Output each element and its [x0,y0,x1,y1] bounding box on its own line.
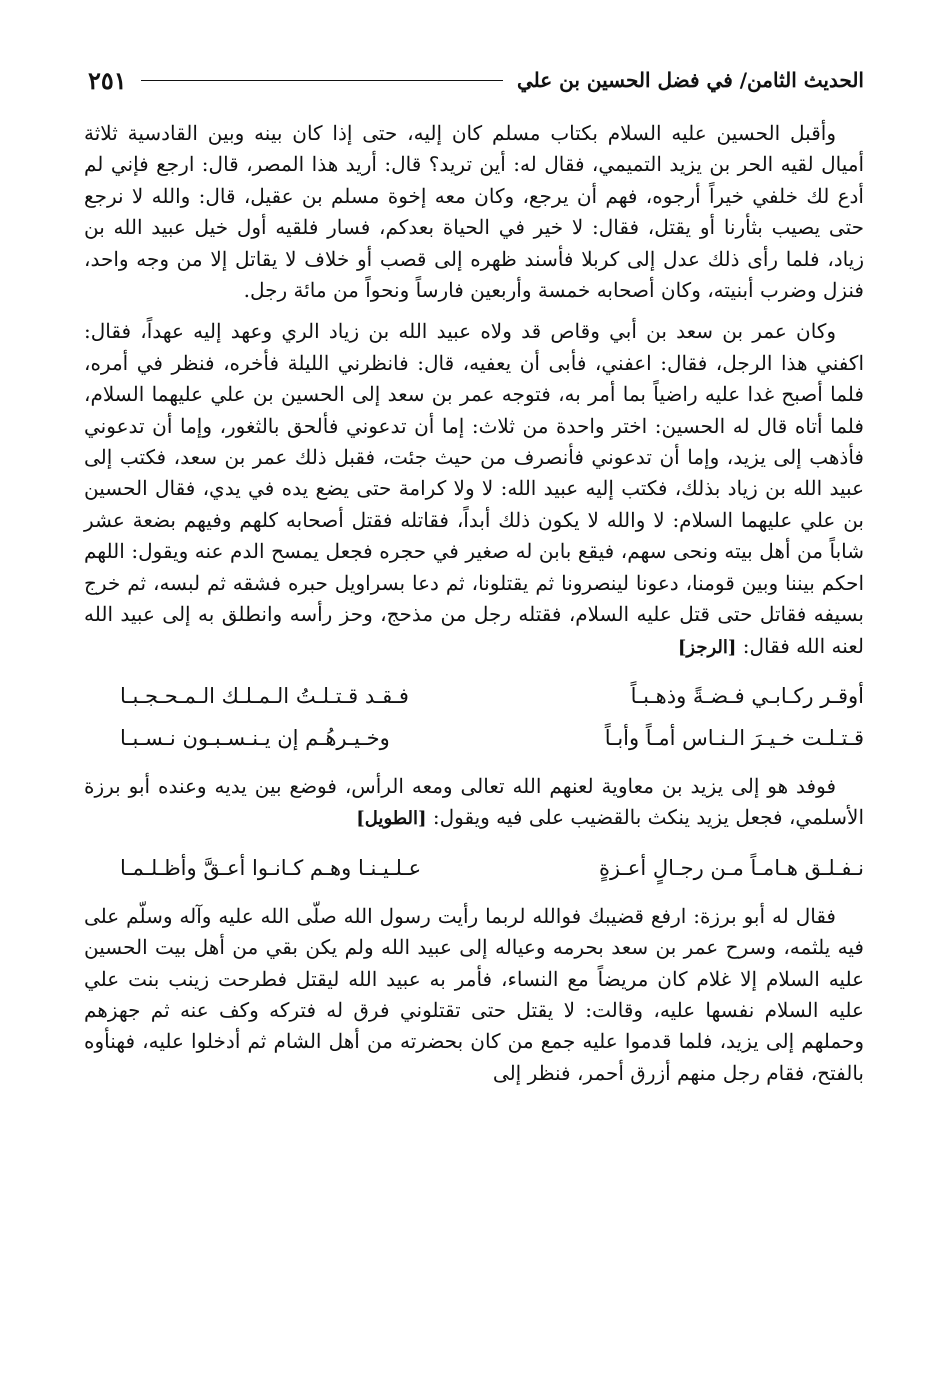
page-content [84,118,864,1099]
paragraph-2-text: وكان عمر بن سعد بن أبي وقاص قد ولاه عبيد الله بن زياد الري وعهد إليه عهداً، فقال: اكفني هذا الرجل، فقال: اعفني، فأبى أن يعفيه، قال: فانظرني الليلة فأخره، فنظر في أمره، فلما أصبح غدا عليه راضياً بما أمر به، فتوجه عمر بن سعد إلى الحسين بن علي عليهما السلام، فلما أتاه قال له الحسين: اختر واحدة من ثلاث: إما أن تدعوني فألحق بالثغور، وإما أن تدعوني فأذهب إلى يزيد، وإما أن تدعوني فأنصرف من حيث جئت، فقبل ذلك عمر بن سعد، فكتب إلى عبيد الله بن زياد بذلك، فكتب إليه عبيد الله: لا ولا كرامة حتى يضع يده في يدي، فقال الحسين بن علي عليهما السلام: لا والله لا يكون ذلك أبداً، فقاتله فقتل أصحابه كلهم وفيهم بضعة عشر شاباً من أهل بيته ونحى سهم، فيقع بابن له صغير في حجره فجعل يمسح الدم عنه ويقول: اللهم احكم بيننا وبين قومنا، دعونا لينصرونا ثم يقتلونا، ثم دعا بسراويل حبره فشقه ثم لبسه، ثم خرج بسيفه فقاتل حتى قتل عليه السلام، فقتله رجل من مذحج، وحز رأسه وانطلق به إلى عبيد الله لعنه الله فقال: [84,319,864,658]
meter-tag-rajaz: [الرجز] [677,636,737,658]
meter-tag-tawil: [الطويل] [356,808,427,830]
header-rule [141,80,503,81]
verse-1-hemistich-2: فـقـد قـتـلـتُ الـمـلـك الـمـحـجـبـا [120,683,409,708]
paragraph-3-text: فوفد هو إلى يزيد بن معاوية لعنهم الله تعالى ومعه الرأس، فوضع بين يديه وعنده أبو برزة الأسلمي، فجعل يزيد ينكث بالقضيب على فيه ويقول: [84,773,864,830]
poem-rajaz [84,675,864,759]
verse-2-hemistich-2: وخـيـرهُـم إن يـنـسـبـون نـسـبـا [120,725,390,750]
verse-line-2 [84,717,864,759]
page-number: ٢٥١ [88,65,127,95]
running-header [88,62,864,98]
paragraph-2 [84,316,864,662]
verse-line-1 [84,675,864,717]
verse-line-3 [84,847,864,889]
verse-1-hemistich-1: أوقـر ركـابـي فـضـةً وذهـبـاً [630,683,864,708]
verse-3-hemistich-1: نـفـلـق هـامـاً مـن رجـالٍ أعـزةٍ [599,855,864,880]
verse-2-hemistich-1: قـتـلـت خـيـرَ الـنـاس أمـاً وأبـاً [604,725,864,750]
poem-tawil [84,847,864,889]
paragraph-3 [84,771,864,835]
paragraph-4: فقال له أبو برزة: ارفع قضيبك فوالله لربما رأيت رسول الله صلّى الله عليه وآله وسلّم على فيه يلثمه، وسرح عمر بن سعد بحرمه وعياله إلى عبيد الله ولم يكن بقي من أهل بيت الحسين عليه السلام إلا غلام كان مريضاً مع النساء، فأمر به عبيد الله ليقتل فطرحت زينب بنت علي عليه السلام نفسها عليه، وقالت: لا يقتل حتى تقتلوني فرق له فتركه وكف عنه ثم جهزهم وحملهم إلى يزيد، فلما قدموا عليه جمع من كان بحضرته من أهل الشام ثم أدخلوا عليه، فهنأوه بالفتح، فقام رجل منهم أزرق أحمر، فنظر إلى [84,903,864,1085]
paragraph-1: وأقبل الحسين عليه السلام بكتاب مسلم كان إليه، حتى إذا كان بينه وبين القادسية ثلاثة أميال لقيه الحر بن يزيد التميمي، فقال له: أين تريد؟ قال: أريد هذا المصر، قال: ارجع فإني لم أدع لك خلفي خيراً أرجوه، فهم أن يرجع، وكان معه إخوة مسلم بن عقيل، قال: والله لا نرجع حتى يصيب بثأرنا أو يقتل، فقال: لا خير في الحياة بعدكم، فسار فلقيه أول خيل عبيد الله بن زياد، فلما رأى ذلك عدل إلى كربلا فأسند ظهره إلى قصب أو خلاف لا يقاتل إلا من وجه واحد، فنزل وضرب أبنيته، وكان أصحابه خمسة وأربعين فارساً ونحواً من مائة رجل. [84,121,864,303]
verse-3-hemistich-2: عـلـيـنـا وهـم كـانـوا أعـقَّ وأظـلـمـا [120,855,422,880]
chapter-title: الحديث الثامن/ في فضل الحسين بن علي [516,68,864,92]
